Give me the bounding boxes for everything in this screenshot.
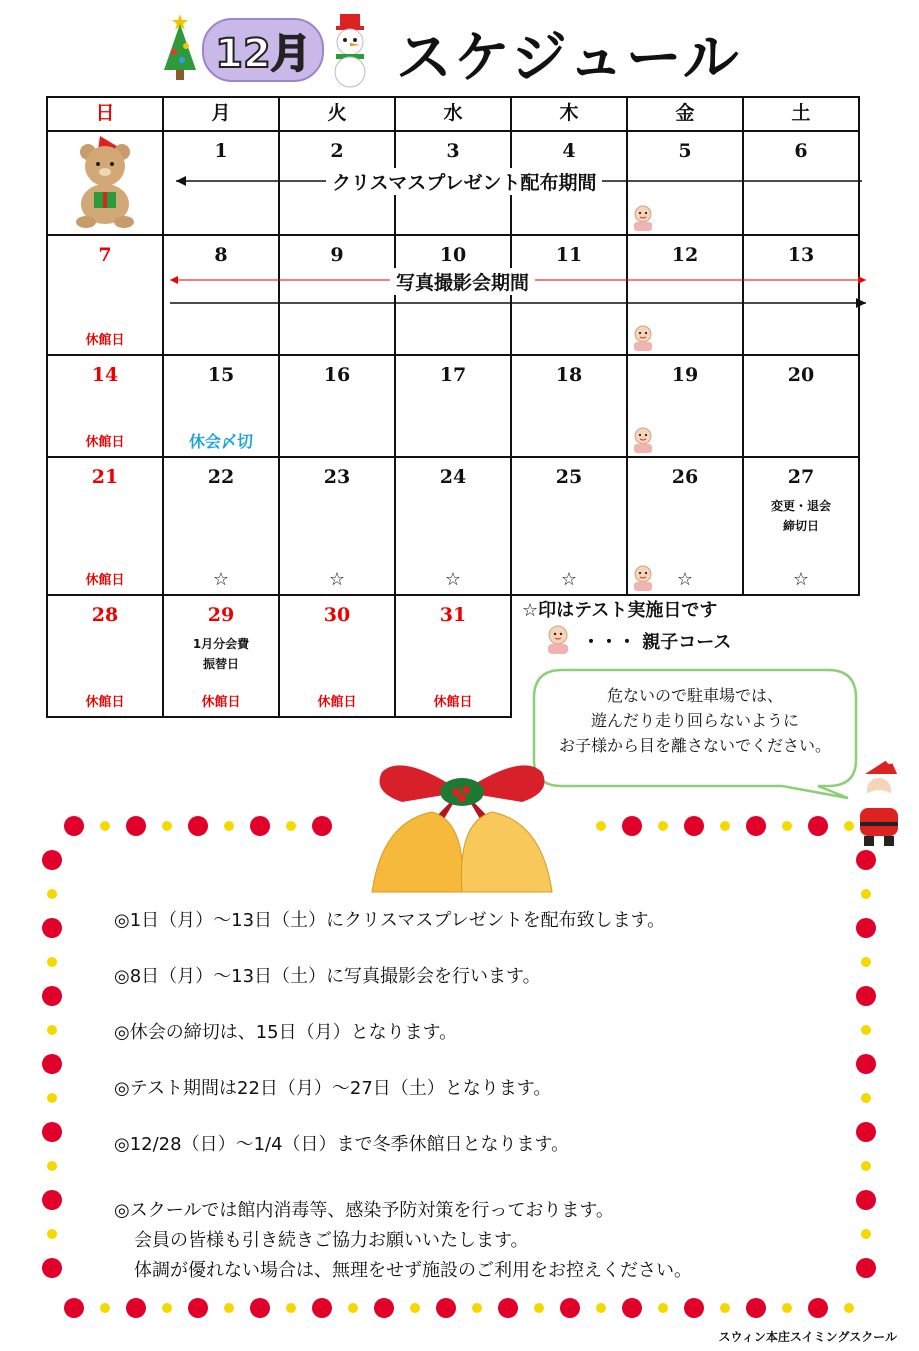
note-item: 体調が優れない場合は、無理をせず施設のご利用をお控えください。 xyxy=(134,1260,692,1281)
calendar-week-row xyxy=(47,457,859,595)
bubble-line: 遊んだり走り回らないように xyxy=(590,711,799,730)
note-item: ◎スクールでは館内消毒等、感染予防対策を行っております。 xyxy=(114,1200,614,1221)
day-note-line: 1月分会費 xyxy=(192,637,250,651)
border-dot xyxy=(47,889,57,899)
border-dot xyxy=(42,1190,62,1210)
day-number: 15 xyxy=(207,364,235,386)
note-item: ◎8日（月）～13日（土）に写真撮影会を行います。 xyxy=(114,966,541,987)
bubble-line: お子様から目を離さないでください。 xyxy=(558,736,831,755)
day-number: 14 xyxy=(91,364,119,386)
note-item: ◎テスト期間は22日（月）～27日（土）となります。 xyxy=(114,1078,552,1099)
calendar-week-row xyxy=(47,355,859,457)
day-number: 20 xyxy=(787,364,815,386)
border-dot xyxy=(410,1303,420,1313)
border-dot xyxy=(64,1298,84,1318)
calendar-week-row xyxy=(47,235,859,355)
legend-parent-course: ・・・ 親子コース xyxy=(582,632,732,653)
snowman-icon xyxy=(326,12,374,88)
closed-day-label: 休館日 xyxy=(85,573,125,588)
photo-period-label: 写真撮影会期間 xyxy=(390,268,535,295)
calendar-day-cell xyxy=(395,457,511,595)
day-number: 6 xyxy=(794,140,808,162)
day-note-line: 変更・退会 xyxy=(770,499,831,513)
border-dot xyxy=(42,918,62,938)
day-number: 8 xyxy=(214,244,228,266)
border-dot xyxy=(861,1161,871,1171)
border-dot xyxy=(188,1298,208,1318)
day-number: 10 xyxy=(439,244,467,266)
day-number: 3 xyxy=(446,140,460,162)
baby-icon xyxy=(630,324,656,352)
border-dot xyxy=(856,1258,876,1278)
christmas-bells-icon xyxy=(342,752,582,902)
border-dot xyxy=(856,1190,876,1210)
calendar-day-cell xyxy=(163,595,279,717)
weekday-tue: 火 xyxy=(279,97,395,131)
leave-deadline-label: 休会〆切 xyxy=(188,432,253,451)
border-dot xyxy=(42,986,62,1006)
calendar-day-cell xyxy=(163,457,279,595)
calendar-day-cell xyxy=(627,457,743,595)
border-dot xyxy=(844,821,854,831)
day-number: 28 xyxy=(91,604,119,626)
border-dot xyxy=(560,1298,580,1318)
calendar-day-cell xyxy=(47,235,163,355)
border-dot xyxy=(47,1229,57,1239)
page-header xyxy=(160,4,760,91)
border-dot xyxy=(47,1161,57,1171)
month-label: 12月 xyxy=(202,18,324,82)
calendar-day-cell xyxy=(743,355,859,457)
border-dot xyxy=(782,821,792,831)
closed-day-label: 休館日 xyxy=(85,333,125,348)
calendar-day-cell xyxy=(163,235,279,355)
baby-icon xyxy=(630,426,656,454)
baby-icon xyxy=(543,624,573,656)
border-dot xyxy=(47,957,57,967)
border-dot xyxy=(312,1298,332,1318)
calendar-day-cell xyxy=(511,355,627,457)
weekday-sat: 土 xyxy=(743,97,859,131)
day-number: 31 xyxy=(439,604,467,626)
calendar-day-cell xyxy=(47,595,163,717)
border-dot xyxy=(856,918,876,938)
test-day-star: ☆ xyxy=(676,569,694,590)
closed-day-label: 休館日 xyxy=(201,695,241,710)
border-dot xyxy=(746,816,766,836)
calendar-day-cell xyxy=(163,131,279,235)
border-dot xyxy=(42,1122,62,1142)
legend-test: ☆印はテスト実施日です xyxy=(522,600,718,621)
border-dot xyxy=(684,816,704,836)
test-day-star: ☆ xyxy=(792,569,810,590)
test-day-star: ☆ xyxy=(328,569,346,590)
note-item: ◎12/28（日）～1/4（日）まで冬季休館日となります。 xyxy=(114,1134,570,1155)
day-number: 2 xyxy=(330,140,344,162)
calendar-day-cell xyxy=(279,595,395,717)
calendar-day-cell xyxy=(395,595,511,717)
day-number: 25 xyxy=(555,466,583,488)
calendar-day-cell xyxy=(627,355,743,457)
day-number: 9 xyxy=(330,244,344,266)
border-dot xyxy=(596,1303,606,1313)
border-dot xyxy=(844,1303,854,1313)
border-dot xyxy=(374,1298,394,1318)
border-dot xyxy=(224,821,234,831)
border-dot xyxy=(348,1303,358,1313)
day-number: 24 xyxy=(439,466,467,488)
day-number: 22 xyxy=(207,466,235,488)
note-item: ◎休会の締切は、15日（月）となります。 xyxy=(114,1022,458,1043)
calendar-day-cell xyxy=(627,131,743,235)
weekday-mon: 月 xyxy=(163,97,279,131)
baby-icon xyxy=(630,564,656,592)
christmas-period-label: クリスマスプレゼント配布期間 xyxy=(326,168,602,195)
calendar-day-cell xyxy=(279,457,395,595)
border-dot xyxy=(720,821,730,831)
border-dot xyxy=(782,1303,792,1313)
closed-day-label: 休館日 xyxy=(317,695,357,710)
border-dot xyxy=(162,1303,172,1313)
border-dot xyxy=(720,1303,730,1313)
calendar-day-cell xyxy=(47,457,163,595)
border-dot xyxy=(498,1298,518,1318)
note-item: 会員の皆様も引き続きご協力お願いいたします。 xyxy=(134,1230,529,1251)
teddy-bear-icon xyxy=(70,134,140,228)
calendar-day-cell xyxy=(743,457,859,595)
border-dot xyxy=(224,1303,234,1313)
day-number: 29 xyxy=(207,604,235,626)
calendar-day-cell xyxy=(395,235,511,355)
calendar-day-cell xyxy=(743,235,859,355)
day-number: 13 xyxy=(787,244,815,266)
border-dot xyxy=(658,821,668,831)
day-number: 17 xyxy=(439,364,467,386)
border-dot xyxy=(250,816,270,836)
day-number: 1 xyxy=(214,140,228,162)
test-day-star: ☆ xyxy=(560,569,578,590)
weekday-sun: 日 xyxy=(47,97,163,131)
border-dot xyxy=(42,1258,62,1278)
border-dot xyxy=(861,1229,871,1239)
calendar-day-cell xyxy=(511,235,627,355)
border-dot xyxy=(856,986,876,1006)
day-number: 7 xyxy=(98,244,112,266)
border-dot xyxy=(622,1298,642,1318)
weekday-wed: 水 xyxy=(395,97,511,131)
border-dot xyxy=(286,1303,296,1313)
border-dot xyxy=(861,957,871,967)
day-number: 27 xyxy=(787,466,815,488)
weekday-fri: 金 xyxy=(627,97,743,131)
border-dot xyxy=(162,821,172,831)
calendar-day-cell xyxy=(627,235,743,355)
day-number: 11 xyxy=(555,244,583,266)
test-day-star: ☆ xyxy=(444,569,462,590)
border-dot xyxy=(808,1298,828,1318)
day-number: 23 xyxy=(323,466,351,488)
border-dot xyxy=(856,1054,876,1074)
test-day-star: ☆ xyxy=(212,569,230,590)
closed-day-label: 休館日 xyxy=(433,695,473,710)
border-dot xyxy=(684,1298,704,1318)
border-dot xyxy=(622,816,642,836)
border-dot xyxy=(861,1025,871,1035)
day-number: 19 xyxy=(671,364,699,386)
border-dot xyxy=(42,1054,62,1074)
border-dot xyxy=(856,850,876,870)
day-number: 16 xyxy=(323,364,351,386)
calendar-day-cell xyxy=(395,355,511,457)
border-dot xyxy=(250,1298,270,1318)
border-dot xyxy=(658,1303,668,1313)
day-number: 12 xyxy=(671,244,699,266)
border-dot xyxy=(100,821,110,831)
border-dot xyxy=(596,821,606,831)
christmas-tree-icon xyxy=(160,12,200,82)
day-number: 5 xyxy=(678,140,692,162)
weekday-thu: 木 xyxy=(511,97,627,131)
page-title: スケジュール xyxy=(396,26,741,91)
day-number: 4 xyxy=(562,140,576,162)
calendar-day-cell xyxy=(279,235,395,355)
calendar-day-cell xyxy=(163,355,279,457)
weekday-header-row xyxy=(47,97,859,131)
school-name: スウィン本庄スイミングスクール xyxy=(718,1330,897,1344)
day-number: 18 xyxy=(555,364,583,386)
border-dot xyxy=(861,1093,871,1103)
border-dot xyxy=(188,816,208,836)
day-number: 30 xyxy=(323,604,351,626)
day-note xyxy=(744,496,858,536)
day-note xyxy=(164,634,278,674)
day-note-line: 振替日 xyxy=(202,657,239,671)
border-dot xyxy=(534,1303,544,1313)
border-dot xyxy=(746,1298,766,1318)
baby-icon xyxy=(630,204,656,232)
calendar-day-cell xyxy=(511,457,627,595)
border-dot xyxy=(100,1303,110,1313)
border-dot xyxy=(312,816,332,836)
calendar-day-cell xyxy=(743,131,859,235)
border-dot xyxy=(436,1298,456,1318)
closed-day-label: 休館日 xyxy=(85,695,125,710)
closed-day-label: 休館日 xyxy=(85,435,125,450)
day-number: 21 xyxy=(91,466,119,488)
calendar-day-cell xyxy=(47,355,163,457)
border-dot xyxy=(472,1303,482,1313)
border-dot xyxy=(286,821,296,831)
bubble-line: 危ないので駐車場では、 xyxy=(606,686,783,705)
day-number: 26 xyxy=(671,466,699,488)
border-dot xyxy=(856,1122,876,1142)
border-dot xyxy=(42,850,62,870)
border-dot xyxy=(126,1298,146,1318)
day-note-line: 締切日 xyxy=(782,519,819,533)
border-dot xyxy=(47,1025,57,1035)
calendar-day-cell xyxy=(279,355,395,457)
bubble-text xyxy=(540,683,850,758)
border-dot xyxy=(808,816,828,836)
border-dot xyxy=(861,889,871,899)
border-dot xyxy=(64,816,84,836)
note-item: ◎1日（月）～13日（土）にクリスマスプレゼントを配布致します。 xyxy=(114,910,666,931)
border-dot xyxy=(126,816,146,836)
border-dot xyxy=(47,1093,57,1103)
